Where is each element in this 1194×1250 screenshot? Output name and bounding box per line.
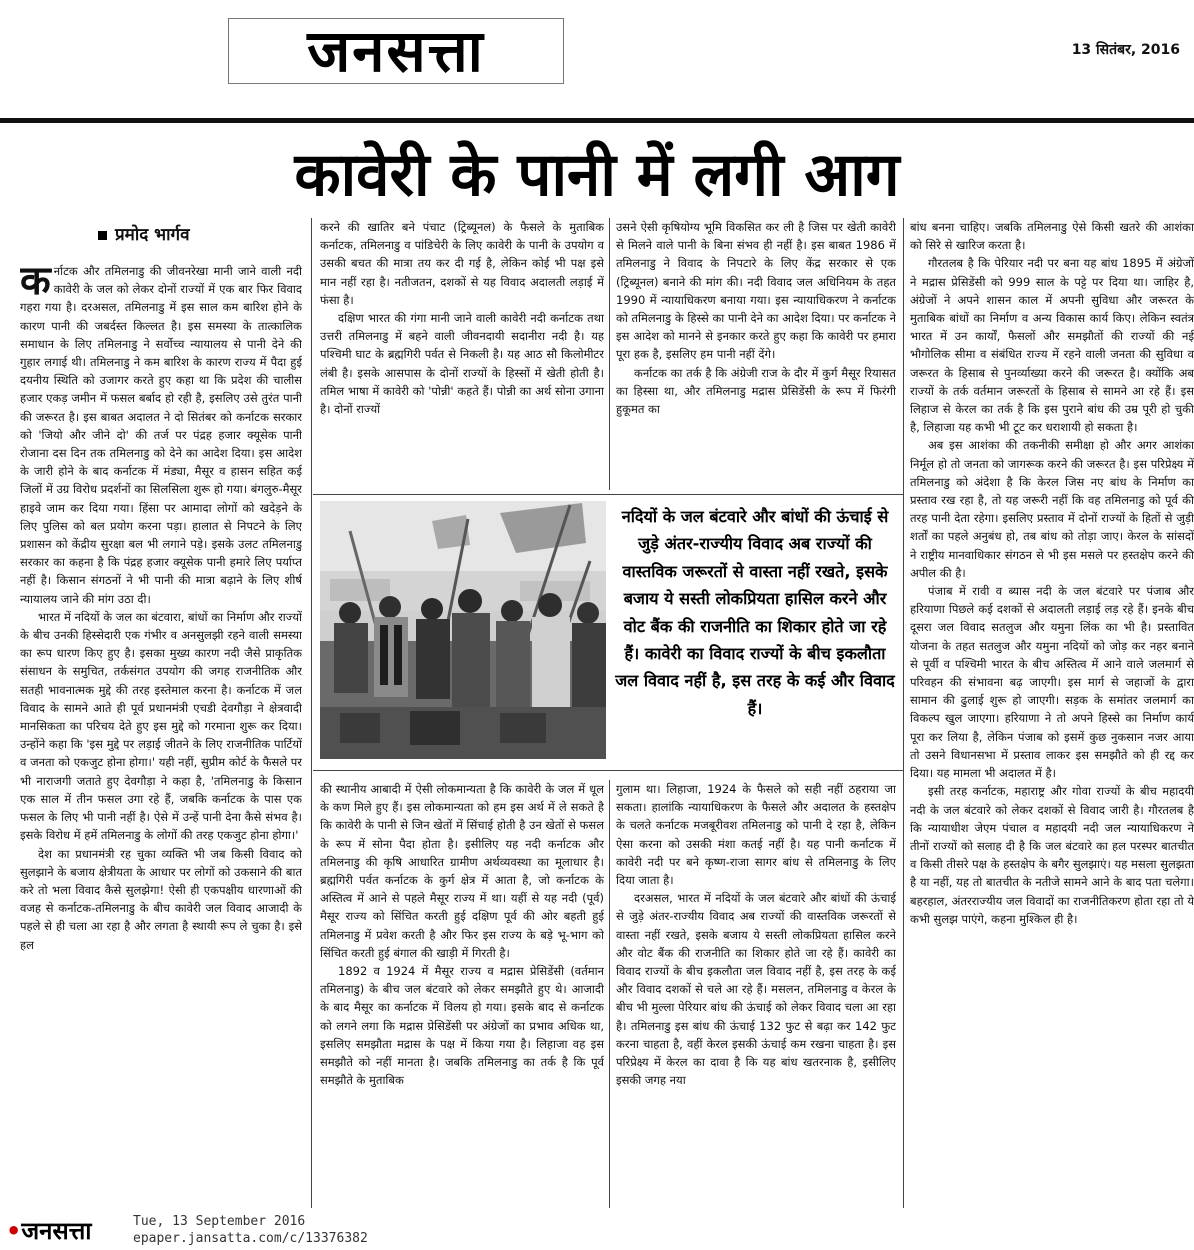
protest-photo-image	[320, 501, 606, 759]
column-3-top-paragraph-2: कर्नाटक का तर्क है कि अंग्रेजी राज के दौर में कुर्ग मैसूर रियासत का हिस्सा था, और तमिलनाडु मद्रास प्रेसिडेंसी के रूप में फिरंगी हुकूमत का	[616, 365, 896, 417]
column-2-bottom-paragraph-2: 1892 व 1924 में मैसूर राज्य व मद्रास प्रेसिडेंसी (वर्तमान तमिलनाडु) के बीच जल बंटवारे को लेकर समझौते हुए थे। आजादी के बाद मैसूर का कर्नाटक में विलय हो गया। इसके बाद से कर्नाटक को लगने लगा कि मद्रास प्रेसिडेंसी पर अंग्रेजों का प्रभाव अधिक था, इसलिए समझौता मद्रास के पक्ष में किया गया है। लिहाजा वह इस समझौते को नहीं मानता है। जबकि तमिलनाडु का तर्क है कि पूर्व समझौते के मुताबिक	[320, 964, 604, 1088]
square-bullet-icon	[98, 231, 107, 240]
column-divider-4	[903, 218, 904, 1208]
article-column-3-bottom	[616, 780, 896, 1208]
protest-photo	[320, 501, 606, 759]
article-column-2-bottom	[320, 780, 604, 1208]
masthead-title: जनसत्ता	[307, 18, 485, 84]
article-column-3-top	[616, 218, 896, 490]
column-4-paragraph-1: बांध बनना चाहिए। जबकि तमिलनाडु ऐसे किसी खतरे की आशंका को सिरे से खारिज करता है।	[910, 220, 1194, 253]
column-4-paragraph-2: गौरतलब है कि पेरियार नदी पर बना यह बांध 1895 में अंग्रेजों ने मद्रास प्रेसिडेंसी को 999 साल के पट्टे पर दिया था। जाहिर है, अंग्रेजों ने अपने शासन काल में अपनी सुविधा और जरूरत के मुताबिक बांधों का निर्माण व अन्य विकास कार्य किए। लेकिन स्वतंत्र भारत में उन कार्यों, फैसलों और समझौतों की राज्यों की नई भौगोलिक सीमा व संबंधित राज्य में रहने वाली जनता की सुविधा व जरूरत के हिसाब से पुनर्व्याख्या करने की जरूरत है। क्योंकि अब राज्यों के तर्क वर्तमान जरूरतों के हिसाब से सामने आ रहे हैं। इस लिहाज से केरल का तर्क है कि इस पुराने बांध की उम्र पूरी हो चुकी है, लिहाजा यह कभी भी टूट कर धराशायी हो सकता है।	[910, 256, 1194, 435]
column-3-bottom-paragraph-1: गुलाम था। लिहाजा, 1924 के फैसले को सही नहीं ठहराया जा सकता। हालांकि न्यायाधिकरण के फैसले और अदालत के हस्तक्षेप के चलते कर्नाटक मजबूरीवश तमिलनाडु को पानी दे रहा है, लेकिन ऐसा करना को उसकी मंशा कतई नहीं है। यह पानी कर्नाटक में कावेरी नदी पर बने कृष्ण-राजा सागर बांध से तमिलनाडु के लिए दिया जाता है।	[616, 782, 896, 888]
footer-date-line: Tue, 13 September 2016	[133, 1214, 306, 1229]
column-1-paragraph-2: भारत में नदियों के जल का बंटवारा, बांधों का निर्माण और राज्यों के बीच उनकी हिस्सेदारी एक गंभीर व अनसुलझी रहने वाली समस्या का रूप धारण किए हुए है। इसका मुख्य कारण नदी जैसे प्राकृतिक संसाधन के समुचित, तर्कसंगत उपयोग की जगह राजनीतिक और सतही भावनात्मक मुद्दे की तरह इस्तेमाल करना है। कर्नाटक में जल विवाद के सामने आते ही पूर्व प्रधानमंत्री एचडी देवगौड़ा ने क्षेत्रवादी मानसिकता का परिचय देते हुए इस मुद्दे को गरमाना शुरू कर दिया। उन्होंने कहा कि 'इस मुद्दे पर लड़ाई जीतने के लिए राजनीतिक पार्टियों व जनता को एकजुट होना होगा।' यही नहीं, सुप्रीम कोर्ट के फैसले पर भी नाराजगी जताते हुए देवगौड़ा ने कहा है, 'तमिलनाडु के किसान एक साल में तीन फसल उगा रहे हैं, जबकि कर्नाटक के पास एक फसल के लिए भी पानी नहीं है। ऐसे में उन्हें पानी देना कैसे संभव है। इसके विरोध में हमें तमिलनाडु के लोगों की तरह एकजुट होना होगा।'	[20, 609, 302, 843]
drop-cap: क	[20, 262, 51, 304]
pull-quote: नदियों के जल बंटवारे और बांधों की ऊंचाई से जुड़े अंतर-राज्यीय विवाद अब राज्यों की वास्तविक जरूरतों से वास्ता नहीं रखते, इसके बजाय ये सस्ती लोकप्रियता हासिल करने और वोट बैंक की राजनीति का शिकार होते जा रहे हैं। कावेरी का विवाद राज्यों के बीच इकलौता जल विवाद नहीं है, इस तरह के कई और विवाद हैं।	[615, 507, 895, 718]
author-name: प्रमोद भार्गव	[115, 225, 190, 245]
photo-box-top-rule	[313, 494, 903, 495]
column-2-bottom-paragraph-1: की स्थानीय आबादी में ऐसी लोकमान्यता है कि कावेरी के जल में धूल के कण मिले हुए हैं। इस लोकमान्यता को हम इस अर्थ में ले सकते है कि कावेरी के पानी से जिन खेतों में सिंचाई होती है उन खेतों से फसल के रूप में सोना पैदा होता है। इसीलिए यह नदी कर्नाटक और तमिलनाडु की कृषि आधारित ग्रामीण अर्थव्यवस्था का मूलाधार है। ब्रह्मगिरी पर्वत कर्नाटक के कुर्ग क्षेत्र में आता है, जो कर्नाटक के अस्तित्व में आने से पहले मैसूर राज्य में था। यहीं से यह नदी (पूर्व) मैसूर राज्य को सिंचित करती हुई दक्षिण पूर्व की ओर बहती हुई तमिलनाडु में प्रवेश करती है और फिर इस राज्य के बड़े भू-भाग को सिंचित करती हुई बंगाल की खाड़ी में गिरती है।	[320, 782, 604, 960]
column-2-top-paragraph-1: करने की खातिर बने पंचाट (ट्रिब्यूनल) के फैसले के मुताबिक कर्नाटक, तमिलनाडु व पांडिचेरी के लिए कावेरी के पानी के उपयोग व उसकी बचत की मात्रा तय कर दी गई है, लेकिन कोई भी पक्ष इसे मान नहीं रहा है। नतीजतन, दशकों से यह विवाद अदालती लड़ाई में फंसा है।	[320, 220, 604, 307]
article-column-1	[20, 262, 302, 1208]
article-column-4	[910, 218, 1194, 1208]
column-1-paragraph-1: कर्नाटक और तमिलनाडु की जीवनरेखा मानी जाने वाली नदी कावेरी के जल को लेकर दोनों राज्यों में एक बार फिर विवाद गहरा गया है। दरअसल, तमिलनाडु में इस साल कम बारिश होने के कारण पानी की जबर्दस्त किल्लत है। इस समस्या के तात्कालिक समाधान के लिए तमिलनाडु ने सर्वोच्च न्यायालय से पानी देने की गुहार लगाई थी। तमिलनाडु ने कम बारिश के कारण राज्य में पैदा हुई दयनीय स्थिति को उजागर करते हुए कहा था कि प्रदेश की चालीस हजार एकड़ जमीन में फसल बर्बाद हो रही है, इसलिए उसे तुरंत पानी की जरूरत है। इस बाबत अदालत ने दो सितंबर को कर्नाटक सरकार को 'जियो और जीने दो' की तर्ज पर पंद्रह हजार क्यूसेक पानी रोजाना दस दिन तक तमिलनाडु को देने का आदेश दिया। इस आदेश के जारी होने के बाद कर्नाटक में मंड्या, मैसूर व हासन सहित कई जिलों में उग्र विरोध प्रदर्शनों का सिलसिला शुरू हो गया। बंगलुरु-मैसूर हाइवे जाम कर दिया गया। हिंसा पर आमादा लोगों को खदेड़ने के लिए पुलिस को बल प्रयोग करना पड़ा। हालात से निपटने के लिए प्रशासन को केंद्रीय सुरक्षा बल भी लगाने पड़े। इसके उलट तमिलनाडु सरकार का कहना है कि पंद्रह हजार क्यूसेक पानी हमारे लिए पर्याप्त नहीं है। किसान संगठनों ने भी पानी की मात्रा बढ़ाने के लिए शीर्ष न्यायालय जाने की मांग उठा दी।	[20, 262, 302, 606]
masthead-logo	[228, 18, 564, 84]
column-1-paragraph-3: देश का प्रधानमंत्री रह चुका व्यक्ति भी जब किसी विवाद को सुलझाने के बजाय क्षेत्रीयता के आधार पर लोगों को उकसाने की बात करे तो भला विवाद कैसे सुलझेगा! ऐसी ही एकपक्षीय धारणाओं की वजह से कर्नाटक-तमिलनाडु के बीच कावेरी जल विवाद आजादी के पहले से ही चला आ रहा है और लगता है स्थायी रूप ले चुका है। इसे हल	[20, 846, 302, 952]
epaper-link[interactable]: epaper.jansatta.com/c/13376382	[133, 1231, 368, 1246]
footer-logo	[6, 1216, 92, 1246]
header-rule	[0, 118, 1194, 123]
column-divider-1	[311, 218, 312, 1208]
column-divider-2	[609, 218, 610, 490]
footer-logo-text: जनसत्ता	[21, 1217, 92, 1245]
photo-box-bottom-rule	[313, 770, 903, 771]
column-4-paragraph-5: इसी तरह कर्नाटक, महाराष्ट्र और गोवा राज्यों के बीच महादयी नदी के जल बंटवारे को लेकर दशकों से विवाद जारी है। गौरतलब है कि न्यायाधीश जेएम पंचाल व महादयी नदी जल न्यायाधिकरण ने तीनों राज्यों को सलाह दी है कि जल बंटवारे का हल परस्पर बातचीत व किसी तीसरे पक्ष के हस्तक्षेप के बगैर सुलझाएं। यह मसला सुलझता है या नहीं, यह तो बातचीत के नतीजे सामने आने के बाद पता चलेगा। बहरहाल, अंतरराज्यीय जल विवादों का राजनीतिकरण होता रहा तो ये कभी सुलझ पाएंगे, कहना मुश्किल ही है।	[910, 784, 1194, 926]
footer-logo-mark-icon: •	[6, 1217, 22, 1245]
article-column-2-top	[320, 218, 604, 490]
byline	[98, 222, 190, 245]
column-3-bottom-paragraph-2: दरअसल, भारत में नदियों के जल बंटवारे और बांधों की ऊंचाई से जुड़े अंतर-राज्यीय विवाद अब राज्यों की वास्तविक जरूरतों से वास्ता नहीं रखते, इसके बजाय ये सस्ती लोकप्रियता हासिल करने और वोट बैंक की राजनीति का शिकार होते जा रहे हैं। कावेरी का विवाद राज्यों के बीच इकलौता जल विवाद नहीं है, इस तरह के कई और विवाद दशकों से चले आ रहे हैं। मसलन, तमिलनाडु व केरल के बीच भी मुल्ला पेरियार बांध की ऊंचाई को लेकर विवाद चला आ रहा है। तमिलनाडु इस बांध की ऊंचाई 132 फुट से बढ़ा कर 142 फुट करना चाहता है, वहीं केरल इसकी ऊंचाई कम रखना चाहता है। इस परिप्रेक्ष्य में केरल का दावा है कि यह बांध खतरनाक है, इसीलिए इसकी जगह नया	[616, 891, 896, 1088]
column-4-paragraph-3: अब इस आशंका की तकनीकी समीक्षा हो और अगर आशंका निर्मूल हो तो जनता को जागरूक करने की जरूरत है। इस परिप्रेक्ष्य में तमिलनाडु को अंदेशा है कि केरल जिस नए बांध के निर्माण का प्रस्ताव रख रहा है, तो यह जरूरी नहीं कि वह तमिलनाडु को पूर्व की तरह पानी देता रहेगा। इसलिए प्रस्ताव में दोनों राज्यों के हितों से जुड़ी शर्तों का पहले अनुबंध हो, तब बांध को तोड़ा जाए। केरल के सांसदों ने राष्ट्रीय मानवाधिकार संगठन से भी इस मसले पर हस्तक्षेप करने की अपील की है।	[910, 438, 1194, 580]
column-3-top-paragraph-1: उसने ऐसी कृषियोग्य भूमि विकसित कर ली है जिस पर खेती कावेरी से मिलने वाले पानी के बिना संभव ही नहीं है। इस बाबत 1986 में तमिलनाडु ने विवाद के निपटारे के लिए केंद्र सरकार से एक (ट्रिब्यूनल) बनाने की मांग की। नदी विवाद जल अधिनियम के तहत 1990 में न्यायाधिकरण बनाया गया। इस न्यायाधिकरण ने कर्नाटक को तमिलनाडु के हिस्से का पानी देने का आदेश दिया। पर कर्नाटक ने इस आदेश को मानने से इनकार करते हुए कहा कि कावेरी पर हमारा पूरा हक है, इसलिए हम पानी नहीं देंगे।	[616, 220, 896, 362]
column-2-top-paragraph-2: दक्षिण भारत की गंगा मानी जाने वाली कावेरी नदी कर्नाटक तथा उत्तरी तमिलनाडु में बहने वाली जीवनदायी सदानीरा नदी है। यह पश्चिमी घाट के ब्रह्मगिरी पर्वत से निकली है। यह आठ सौ किलोमीटर लंबी है। इसके आसपास के दोनों राज्यों के हिस्सों में खेती होती है। तमिल भाषा में कावेरी को 'पोन्नी' कहते हैं। पोन्नी का अर्थ सोना उगाना है। दोनों राज्यों	[320, 311, 604, 417]
column-divider-3	[609, 780, 610, 1208]
column-4-paragraph-4: पंजाब में रावी व ब्यास नदी के जल बंटवारे पर पंजाब और हरियाणा पिछले कई दशकों से अदालती लड़ाई लड़ रहे हैं। इनके बीच दूसरा जल विवाद सतलुज और यमुना लिंक का भी है। प्रस्तावित योजना के तहत सतलुज और यमुना नदियों को जोड़ कर नहर बनाने से पूर्वी व पश्चिमी भारत के बीच अस्तित्व में आने वाले जलमार्ग से परिवहन की संभावना बढ़ जाएगी। इस मार्ग से जहाजों के द्वारा सामान की ढुलाई शुरू हो जाएगी। सड़क के समांतर जलमार्ग का विकल्प खुल जाएगा। हरियाणा ने तो अपने हिस्से का निर्माण कार्य पूरा कर लिया है, लेकिन पंजाब को इसमें कुछ नुकसान नजर आया तो उसने विधानसभा में प्रस्ताव लाकर इस समझौते को ही रद्द कर दिया। यह मामला भी अदालत में है।	[910, 584, 1194, 781]
article-headline: कावेरी के पानी में लगी आग	[294, 140, 900, 210]
issue-date: 13 सितंबर, 2016	[1071, 42, 1180, 58]
